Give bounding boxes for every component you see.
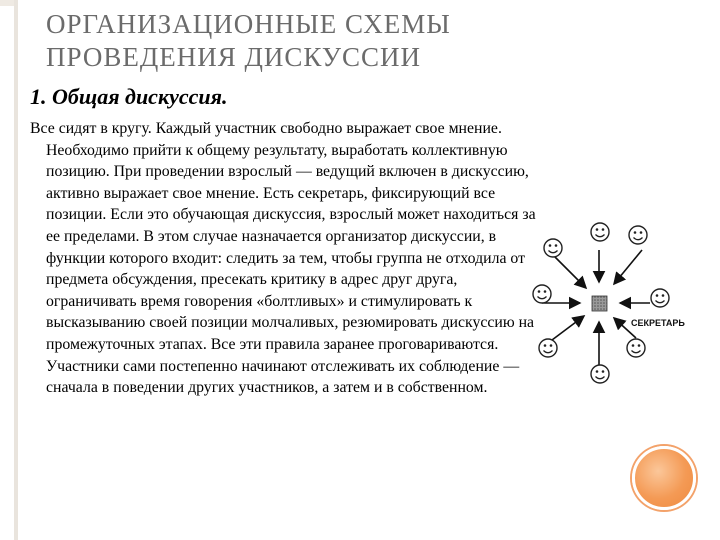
body-text: Все сидят в кругу. Каждый участник свободно выражает свое мнение. Необходимо прийти к общему результату, выработать коллективную позицию. При проведении взрослый — ведущий включен в дискуссию, активно выражает свое мнение. Есть секретарь, фиксирующий все позиции. Если это обучающая дискуссия, взрослый может находиться за ее пределами. В этом случае назначается организатор дискуссии, в функции которого входит: следить за тем, чтобы группа не отходила от предмета обсуждения, пресекать критику в адрес друг друга, ограничивать время говорения «болтливых» и стимулировать к высказыванию своей позиции молчаливых, резюмировать дискуссию на промежуточных этапах. Все эти правила заранее проговариваются. Участники сами постепенно начинают отслеживать их соблюдение — сначала в поведении других участников, а затем и в собственном. xyxy=(30,120,536,397)
smiley-face-icon xyxy=(651,289,669,307)
arrow-top-right xyxy=(614,250,642,284)
discussion-diagram xyxy=(528,212,712,392)
discussion-center-square xyxy=(592,296,607,311)
smiley-face-icon xyxy=(539,339,557,357)
smiley-face-icon xyxy=(591,365,609,383)
smiley-face-icon xyxy=(591,223,609,241)
secretary-label: СЕКРЕТАРЬ xyxy=(631,318,685,328)
smiley-face-icon xyxy=(544,239,562,257)
decorative-orange-circle xyxy=(632,446,696,510)
slide-subtitle: 1. Общая дискуссия. xyxy=(30,84,228,109)
arrow-top-left xyxy=(554,256,586,288)
smiley-face-icon xyxy=(533,285,551,303)
slide-title: ОРГАНИЗАЦИОННЫЕ СХЕМЫ ПРОВЕДЕНИЯ ДИСКУССИИ xyxy=(46,9,451,72)
smiley-face-icon xyxy=(629,226,647,244)
arrow-bottom-left xyxy=(552,316,584,340)
smiley-face-icon xyxy=(627,339,645,357)
